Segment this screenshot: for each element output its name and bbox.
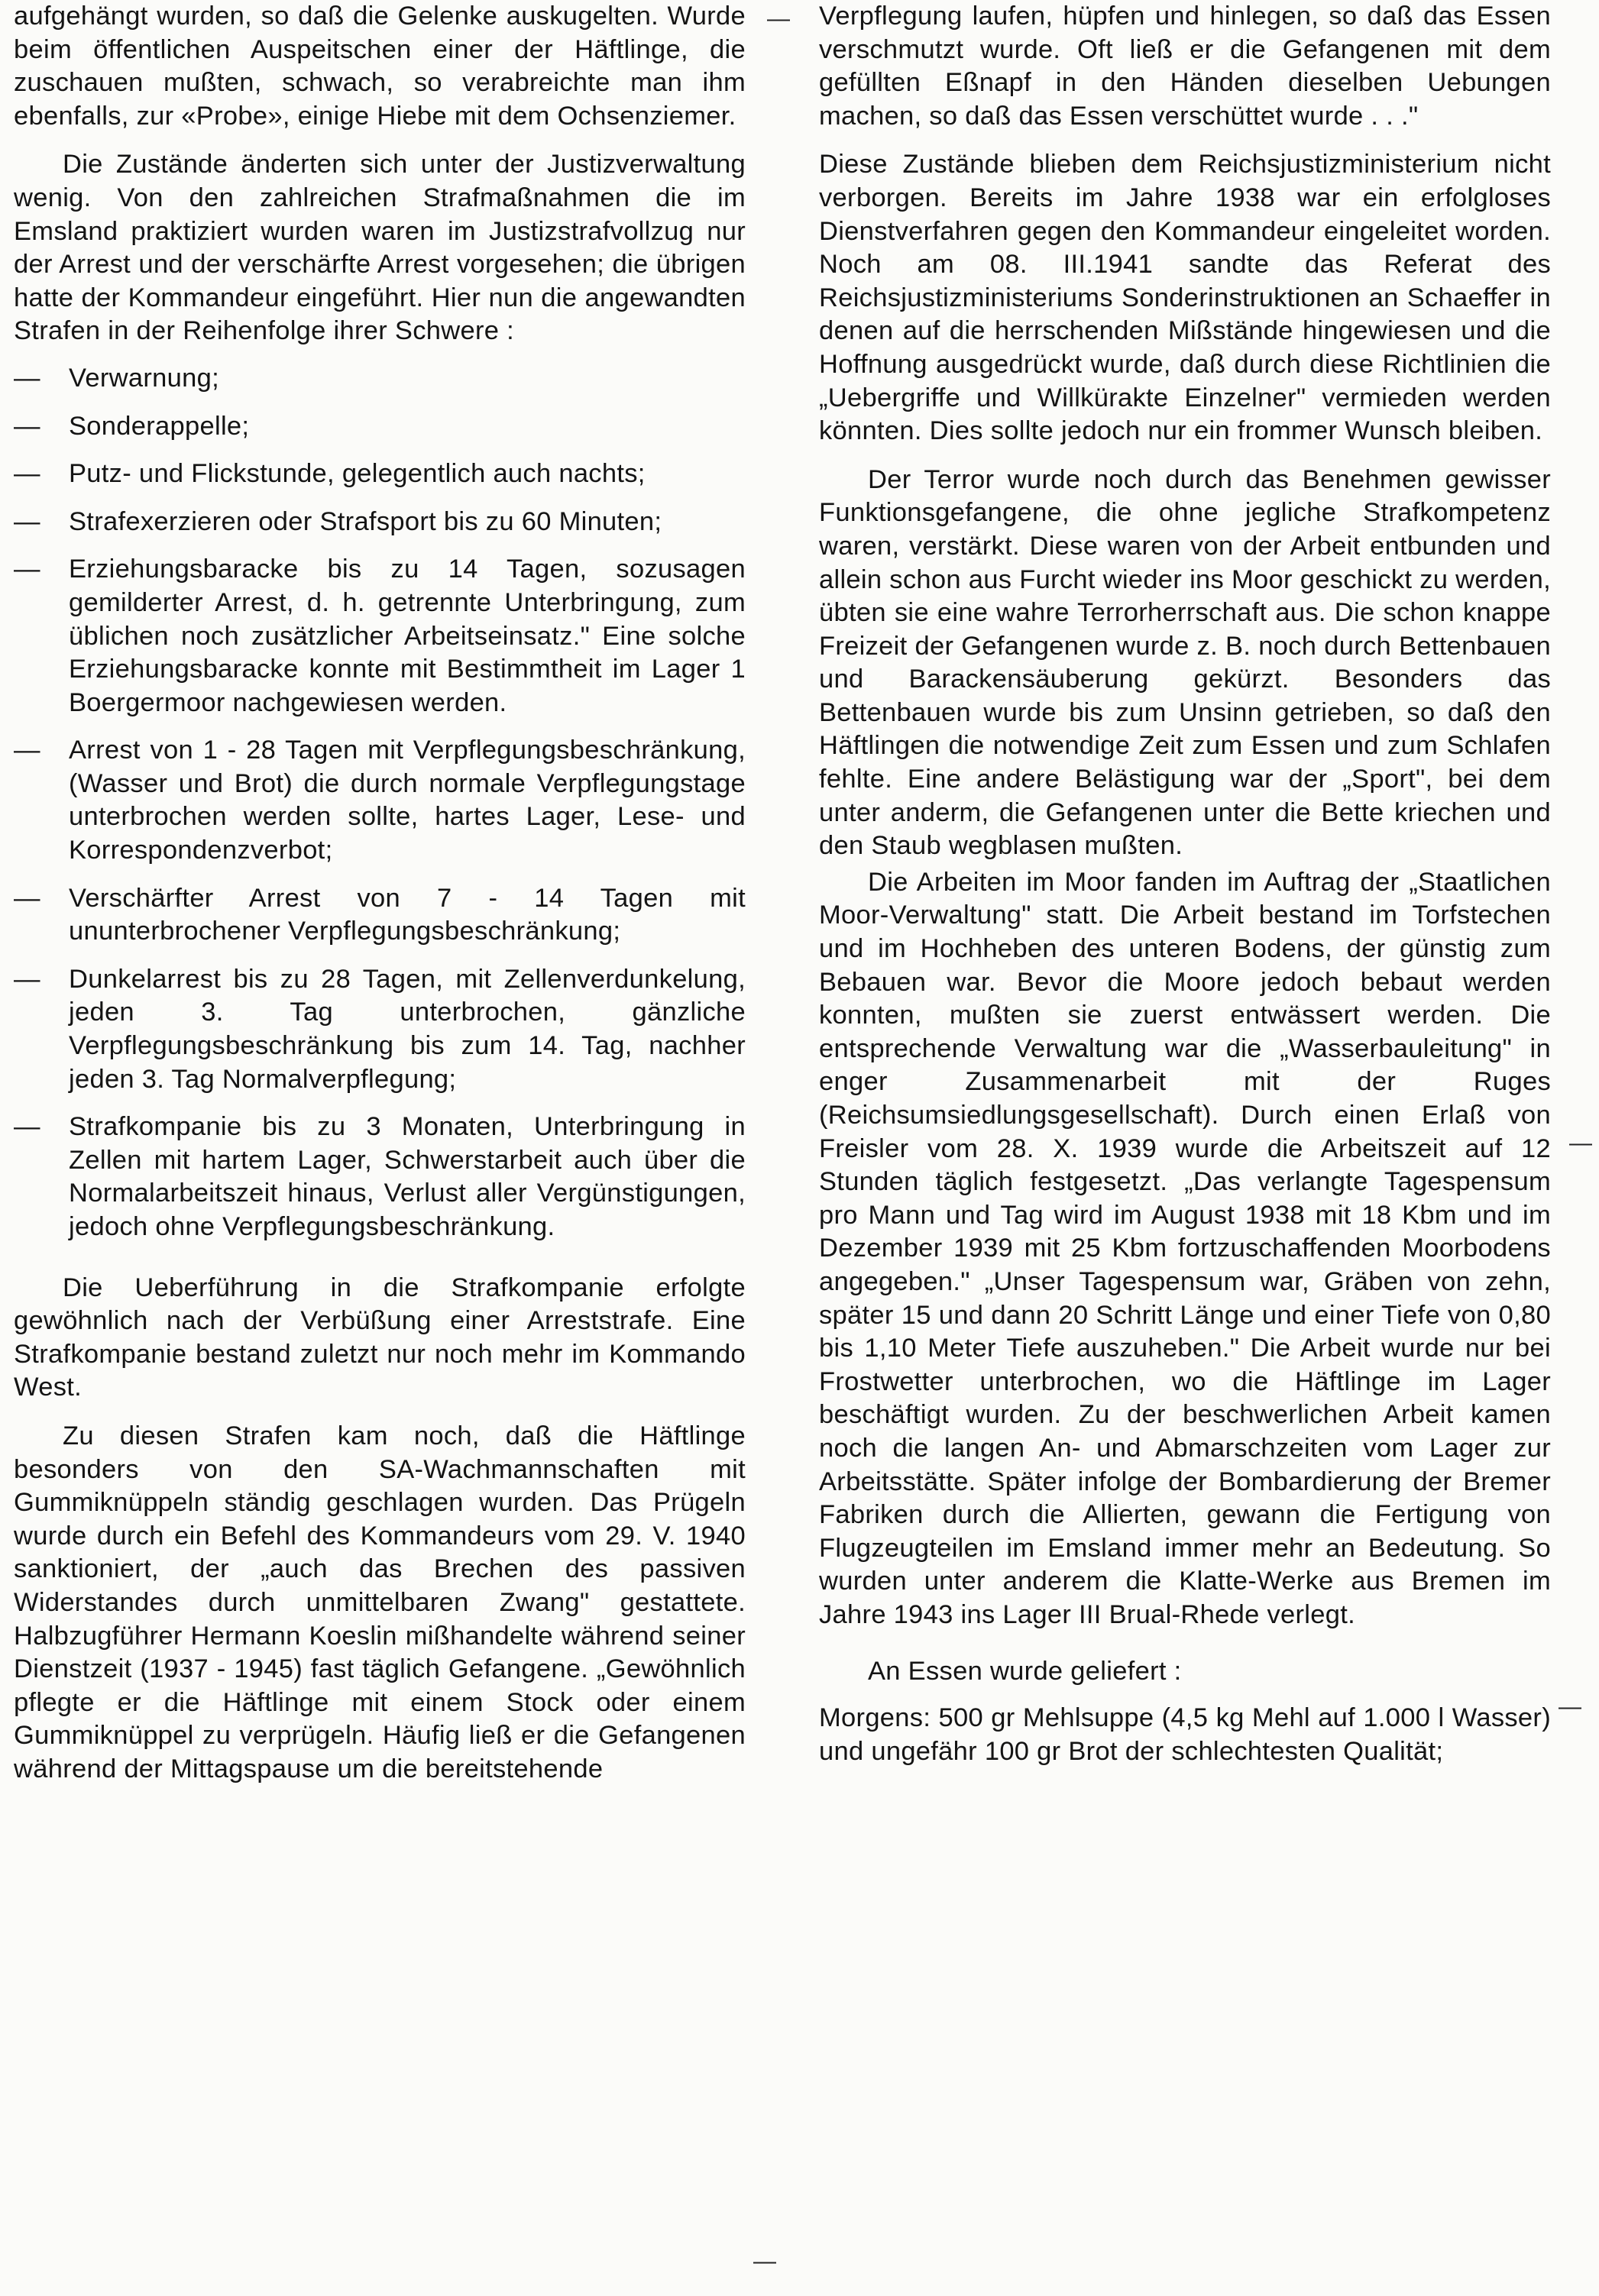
list-item: — Verschärfter Arrest von 7 - 14 Tagen mit ununterbrochener Verpflegungsbeschränkung; bbox=[14, 882, 746, 949]
paragraph: Diese Zustände blieben dem Reichsjustizministerium nicht verborgen. Bereits im Jahre 1938 war ein erfolgloses Dienstverfahren gegen den Kommandeur eingeleitet worden. Noch am 08. III.1941 sandte das Referat des Reichsjustizministeriums Sonderinstruktionen an Schaeffer in denen auf die herrschenden Mißstände hingewiesen und die Hoffnung ausgedrückt wurde, daß durch diese Richtlinien die „Uebergriffe und Willkürakte Einzelner" vermieden werden könnten. Dies sollte jedoch nur ein frommer Wunsch bleiben. bbox=[819, 150, 1551, 446]
paragraph: An Essen wurde geliefert : bbox=[868, 1656, 1182, 1686]
list-item: — Strafkompanie bis zu 3 Monaten, Unterbringung in Zellen mit hartem Lager, Schwerstarbeit auch über die Normalarbeitszeit hinaus, Verlust aller Vergünstigungen, jedoch ohne Verpflegungsbeschränkung. bbox=[14, 1111, 746, 1243]
paragraph: Die Arbeiten im Moor fanden im Auftrag der „Staatlichen Moor-Verwaltung" statt. Die Arbeit bestand im Torfstechen und im Hochheben des unteren Bodens, der günstig zum Bebauen war. Bevor die Moore jedoch bebaut werden konnten, mußten sie zuerst entwässert werden. Die entsprechende Verwaltung war die „Wasserbauleitung" in enger Zusammenarbeit mit der Ruges (Reichsumsiedlungsgesellschaft). Durch einen Erlaß von Freisler vom 28. X. 1939 wurde die Arbeitszeit auf 12 Stunden täglich festgesetzt. „Das verlangte Tagespensum pro Mann und Tag wird im August 1938 mit 18 Kbm und im Dezember 1939 mit 25 Kbm fortzuschaffenden Moorbodens angegeben." „Unser Tagespensum war, Gräben von zehn, später 15 und dann 20 Schritt Länge und einer Tiefe von 0,80 bis 1,10 Meter Tiefe auszuheben." Die Arbeit wurde nur bei Frostwetter unterbrochen, wo die Häftlinge im Lager beschäftigt wurden. Zu der beschwerlichen Arbeit kamen noch die langen An- und Abmarschzeiten vom Lager zur Arbeitsstätte. Später infolge der Bombardierung der Bremer Fabriken durch die Allierten, gewann die Fertigung von Flugzeugteilen im Emsland immer mehr an Bedeutung. So wurden unter anderem die Klatte-Werke aus Bremen im Jahre 1943 ins Lager III Brual-Rhede verlegt. bbox=[819, 867, 1551, 1629]
paragraph: Die Zustände änderten sich unter der Justizverwaltung wenig. Von den zahlreichen Strafmaßnahmen die im Emsland praktiziert wurden waren im Justizstrafvollzug nur der Arrest und der verschärfte Arrest vorgesehen; die übrigen hatte der Kommandeur eingeführt. Hier nun die angewandten Strafen in der Reihenfolge ihrer Schwere : bbox=[14, 150, 746, 346]
paragraph: Zu diesen Strafen kam noch, daß die Häftlinge besonders von den SA-Wachmannschaften mit Gummiknüppeln ständig geschlagen wurden. Das Prügeln wurde durch ein Befehl des Kommandeurs vom 29. V. 1940 sanktioniert, der „auch das Brechen des passiven Widerstandes durch unmittelbaren Zwang" gestattete. Halbzugführer Hermann Koeslin mißhandelte während seiner Dienstzeit (1937 - 1945) fast täglich Gefangene. „Gewöhnlich pflegte er die Häftlinge mit einem Stock oder einem Gummiknüppel zu verprügeln. Häufig ließ er die Gefangenen während der Mittagspause um die bereitstehende bbox=[14, 1421, 746, 1783]
paragraph: Die Ueberführung in die Strafkompanie erfolgte gewöhnlich nach der Verbüßung einer Arreststrafe. Eine Strafkompanie bestand zuletzt nur noch mehr im Kommando West. bbox=[14, 1273, 746, 1402]
paragraph: Der Terror wurde noch durch das Benehmen gewisser Funktionsgefangene, die ohne jegliche Strafkompetenz waren, verstärkt. Diese waren von der Arbeit entbunden und allein schon aus Furcht wieder ins Moor geschickt zu werden, übten sie eine wahre Terrorherrschaft aus. Die schon knappe Freizeit der Gefangenen wurde z. B. noch durch Bettenbauen und Barackensäuberung gekürzt. Besonders das Bettenbauen wurde bis zum Unsinn getrieben, so daß den Häftlingen die notwendige Zeit zum Essen und zum Schlafen fehlte. Eine andere Belästigung war der „Sport", bei dem unter anderm, die Gefangenen unter die Bette kriechen und den Staub wegblasen mußten. bbox=[819, 464, 1551, 861]
paragraph: Morgens: 500 gr Mehlsuppe (4,5 kg Mehl auf 1.000 l Wasser) und ungefähr 100 gr Brot der schlechtesten Qualität; bbox=[819, 1703, 1551, 1766]
right-column bbox=[819, 0, 1551, 1768]
list-item: — Sonderappelle; bbox=[14, 410, 746, 444]
list-item: — Strafexerzieren oder Strafsport bis zu 60 Minuten; bbox=[14, 506, 746, 539]
list-item: — Arrest von 1 - 28 Tagen mit Verpflegungsbeschränkung, (Wasser und Brot) die durch normale Verpflegungstage unterbrochen werden sollte, hartes Lager, Lese- und Korrespondenzverbot; bbox=[14, 734, 746, 867]
margin-dash-mark: — bbox=[1569, 1130, 1592, 1156]
margin-dash-mark: — bbox=[767, 6, 790, 31]
penalty-list bbox=[14, 362, 746, 1244]
margin-dash-mark: — bbox=[1559, 1694, 1581, 1719]
list-item: — Erziehungsbaracke bis zu 14 Tagen, sozusagen gemilderter Arrest, d. h. getrennte Unterbringung, zum üblichen noch zusätzlicher Arbeitseinsatz." Eine solche Erziehungsbaracke konnte mit Bestimmtheit im Lager 1 Boergermoor nachgewiesen werden. bbox=[14, 553, 746, 720]
list-item: — Putz- und Flickstunde, gelegentlich auch nachts; bbox=[14, 458, 746, 491]
list-item: — Dunkelarrest bis zu 28 Tagen, mit Zellenverdunkelung, jeden 3. Tag unterbrochen, gänzliche Verpflegungsbeschränkung bis zum 14. Tag, nachher jeden 3. Tag Normalverpflegung; bbox=[14, 963, 746, 1096]
margin-dash-mark: — bbox=[753, 2249, 776, 2274]
paragraph: aufgehängt wurden, so daß die Gelenke auskugelten. Wurde beim öffentlichen Auspeitschen einer der Häftlinge, die zuschauen mußten, schwach, so verabreichte man ihm ebenfalls, zur «Probe», einige Hiebe mit dem Ochsenziemer. bbox=[14, 2, 746, 131]
left-column bbox=[14, 0, 746, 1787]
list-item: — Verwarnung; bbox=[14, 362, 746, 396]
paragraph: Verpflegung laufen, hüpfen und hinlegen, so daß das Essen verschmutzt wurde. Oft ließ er die Gefangenen mit dem gefüllten Eßnapf in den Händen dieselben Uebungen machen, so daß das Essen verschüttet wurde . . ." bbox=[819, 2, 1551, 131]
